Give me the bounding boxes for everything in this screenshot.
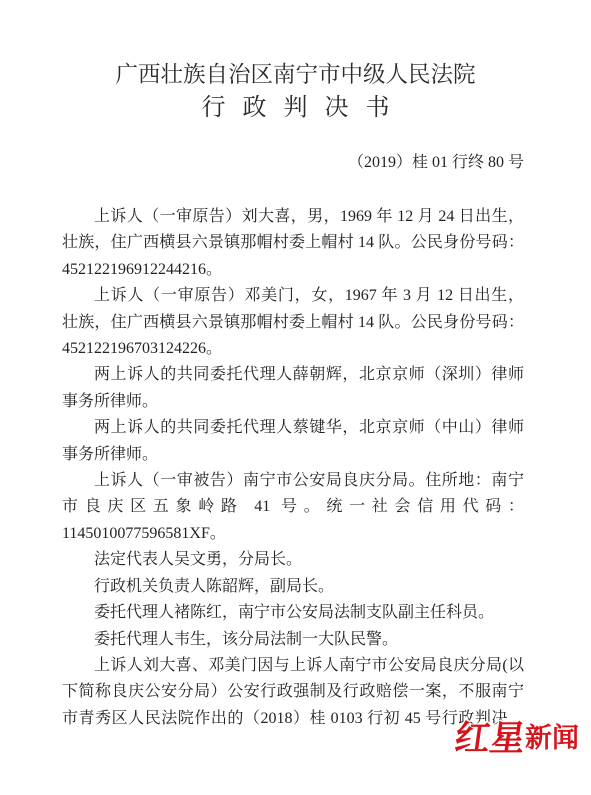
agent-paragraph bbox=[62, 627, 524, 653]
responsible-officer-paragraph bbox=[62, 574, 524, 600]
appellant-2-paragraph bbox=[62, 283, 524, 362]
court-name-heading: 广西壮族自治区南宁市中级人民法院 bbox=[115, 62, 476, 87]
text-line: 市青秀区人民法院作出的（2018）桂 0103 行初 45 号行政判决， bbox=[62, 709, 524, 727]
text-line: 壮族，住广西横县六景镇那帽村委上帽村 14 队。公民身份号码： bbox=[62, 313, 524, 331]
text-line: 下简称良庆公安分局）公安行政强制及行政赔偿一案，不服南宁 bbox=[62, 683, 524, 701]
text-line: 1145010077596581XF。 bbox=[62, 524, 226, 542]
text-line: 452122196703124226。 bbox=[62, 340, 223, 358]
text-line: 事务所律师。 bbox=[62, 445, 159, 463]
text-line: 两上诉人的共同委托代理人蔡键华，北京京师（中山）律师 bbox=[94, 419, 524, 437]
text-line: 市良庆区五象岭路 41 号。统一社会信用代码： bbox=[62, 498, 524, 516]
text-line: 行政机关负责人陈韶辉，副局长。 bbox=[94, 577, 335, 595]
logo-brand-text: 红星 bbox=[452, 718, 528, 759]
text-line: 事务所律师。 bbox=[62, 392, 159, 410]
text-line: 法定代表人吴文勇，分局长。 bbox=[94, 551, 303, 569]
text-line: 委托代理人褚陈红，南宁市公安局法制支队副主任科员。 bbox=[94, 604, 495, 622]
legal-representative-paragraph bbox=[62, 547, 524, 573]
text-line: 上诉人（一审原告）刘大喜，男，1969 年 12 月 24 日出生， bbox=[94, 208, 524, 225]
logo-news-text: 新闻 bbox=[525, 723, 580, 754]
text-line: 452122196912244216。 bbox=[62, 260, 223, 278]
case-number: （2019）桂 01 行终 80 号 bbox=[347, 154, 524, 171]
text-line: 上诉人刘大喜、邓美门因与上诉人南宁市公安局良庆分局(以 bbox=[94, 656, 524, 674]
text-line: 上诉人（一审被告）南宁市公安局良庆分局。住所地：南宁 bbox=[94, 472, 524, 490]
text-line: 委托代理人韦生，该分局法制一大队民警。 bbox=[94, 630, 399, 648]
text-line: 上诉人（一审原告）邓美门，女，1967 年 3 月 12 日出生， bbox=[94, 287, 524, 305]
appellant-1-paragraph bbox=[62, 204, 524, 283]
document-type-heading: 行政判决书 bbox=[201, 95, 407, 121]
agent-paragraph bbox=[62, 362, 524, 415]
judgment-body bbox=[62, 204, 524, 732]
text-line: 两上诉人的共同委托代理人薛朝辉，北京京师（深圳）律师 bbox=[94, 366, 524, 384]
agent-paragraph bbox=[62, 415, 524, 468]
hongxing-news-logo bbox=[452, 716, 580, 762]
appellee-paragraph bbox=[62, 468, 524, 547]
text-line: 壮族，住广西横县六景镇那帽村委上帽村 14 队。公民身份号码： bbox=[62, 234, 524, 252]
agent-paragraph bbox=[62, 600, 524, 626]
